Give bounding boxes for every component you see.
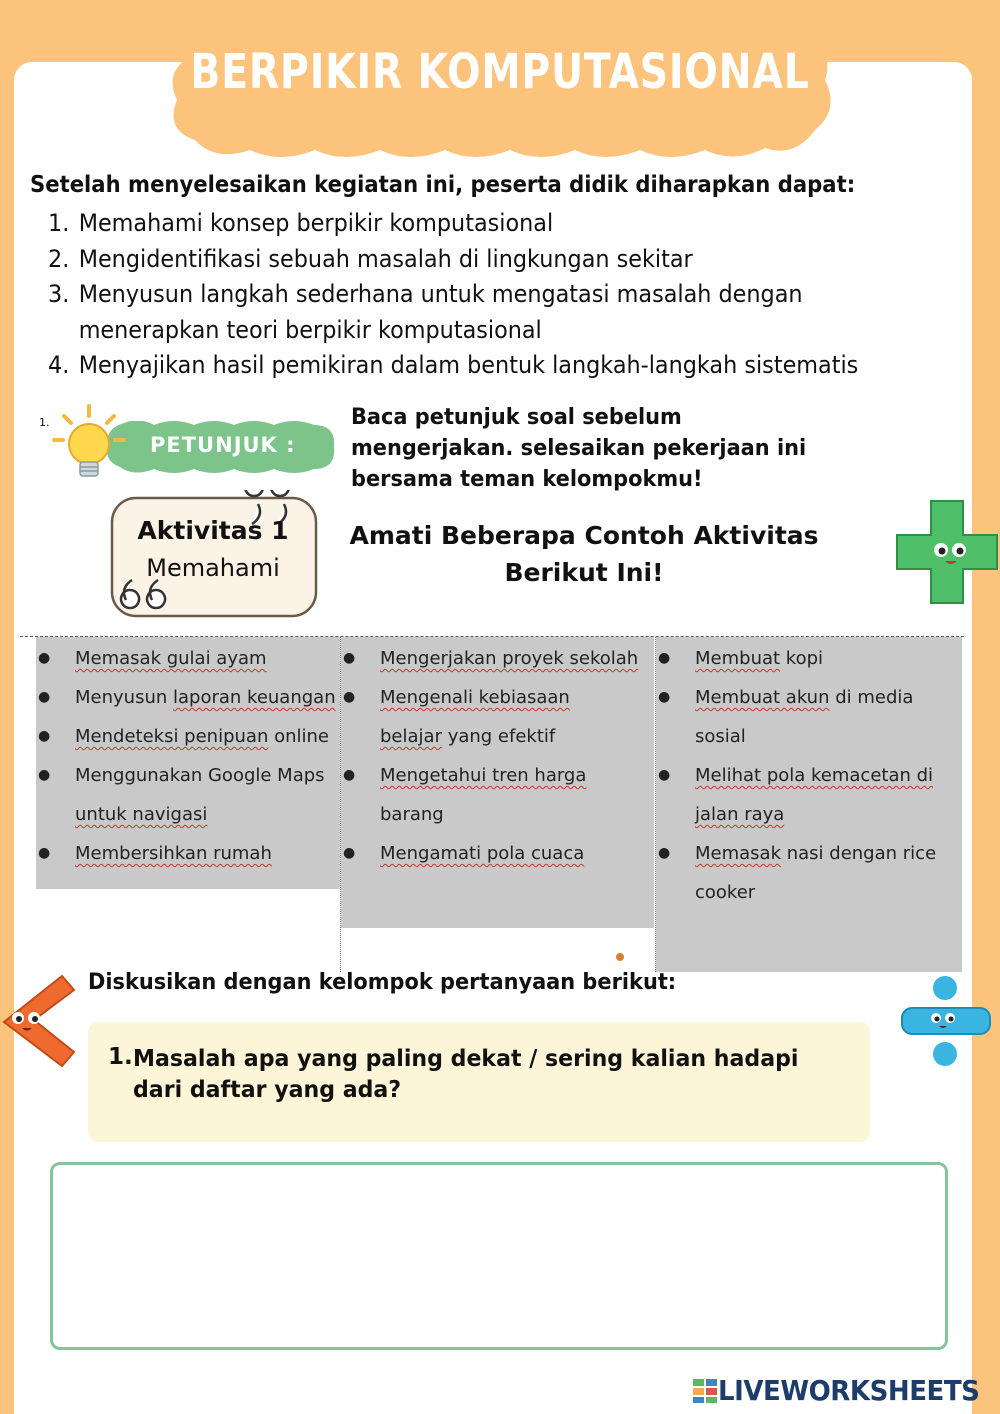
question-number: 1. (108, 1044, 133, 1070)
objective-item: 4. Menyajikan hasil pemikiran dalam bentuk langkah-langkah sistematis (48, 351, 859, 379)
list-item: ● Mengerjakan proyek sekolah (341, 639, 638, 678)
list-item: ● Menyusun laporan keuangan (36, 678, 336, 717)
lightbulb-icon (50, 402, 128, 486)
list-item: ● Memasak gulai ayam (36, 639, 336, 678)
liveworksheets-logo-icon (692, 1378, 718, 1404)
list-item: ● Mendeteksi penipuan online (36, 717, 336, 756)
brand-name: LIVEWORKSHEETS (718, 1374, 980, 1407)
activity-list-1 (36, 639, 336, 873)
plus-character-icon (895, 495, 1000, 610)
discussion-heading: Diskusikan dengan kelompok pertanyaan berikut: (88, 970, 677, 995)
objectives-heading: Setelah menyelesaikan kegiatan ini, peserta didik diharapkan dapat: (30, 172, 856, 198)
activity-title: Aktivitas 1 (137, 516, 289, 545)
division-character-icon (898, 974, 993, 1070)
activity-column-3 (656, 637, 962, 972)
list-item: ● Mengenali kebiasaan belajar yang efektif (341, 678, 635, 756)
list-item: ● Membuat akun di media sosial (656, 678, 920, 756)
question-text: Masalah apa yang paling dekat / sering kalian hadapi dari daftar yang ada? (133, 1046, 799, 1103)
list-item: ● Melihat pola kemacetan di jalan raya (656, 756, 940, 834)
list-item: ● Menggunakan Google Maps untuk navigasi (36, 756, 325, 834)
activity-list-3 (656, 639, 940, 912)
list-item: ● Membersihkan rumah (36, 834, 336, 873)
less-than-character-icon (0, 972, 82, 1070)
objectives-list (48, 206, 948, 384)
objective-item: 2. Mengidentifikasi sebuah masalah di lingkungan sekitar (48, 244, 693, 273)
answer-input[interactable] (50, 1162, 948, 1350)
list-item: ● Mengetahui tren harga barang (341, 756, 610, 834)
page-title: BERPIKIR KOMPUTASIONAL (190, 44, 810, 100)
activity-subtitle: Memahami (146, 554, 280, 582)
list-item: ● Memasak nasi dengan rice cooker (656, 834, 940, 912)
list-item: ● Mengamati pola cuaca (341, 834, 638, 873)
column-divider (655, 637, 656, 972)
objective-item: 1. Memahami konsep berpikir komputasional (48, 209, 554, 237)
activity-column-2 (341, 637, 654, 928)
liveworksheets-logo (692, 1374, 999, 1407)
activity-list-2 (341, 639, 638, 873)
observe-heading: Amati Beberapa Contoh Aktivitas Berikut Ini! (349, 521, 819, 587)
instruction-text: Baca petunjuk soal sebelum mengerjakan. selesaikan pekerjaan ini bersama teman kelompokmu! (351, 405, 807, 492)
activity-column-1 (36, 637, 340, 889)
list-item: ● Membuat kopi (656, 639, 940, 678)
section-number: 1. (39, 416, 50, 429)
decorative-dot (616, 953, 624, 961)
petunjuk-label: PETUNJUK : (150, 433, 296, 457)
column-divider (340, 637, 341, 972)
objective-item: 3. Menyusun langkah sederhana untuk mengatasi masalah dengan menerapkan teori berpikir komputasional (48, 280, 803, 344)
